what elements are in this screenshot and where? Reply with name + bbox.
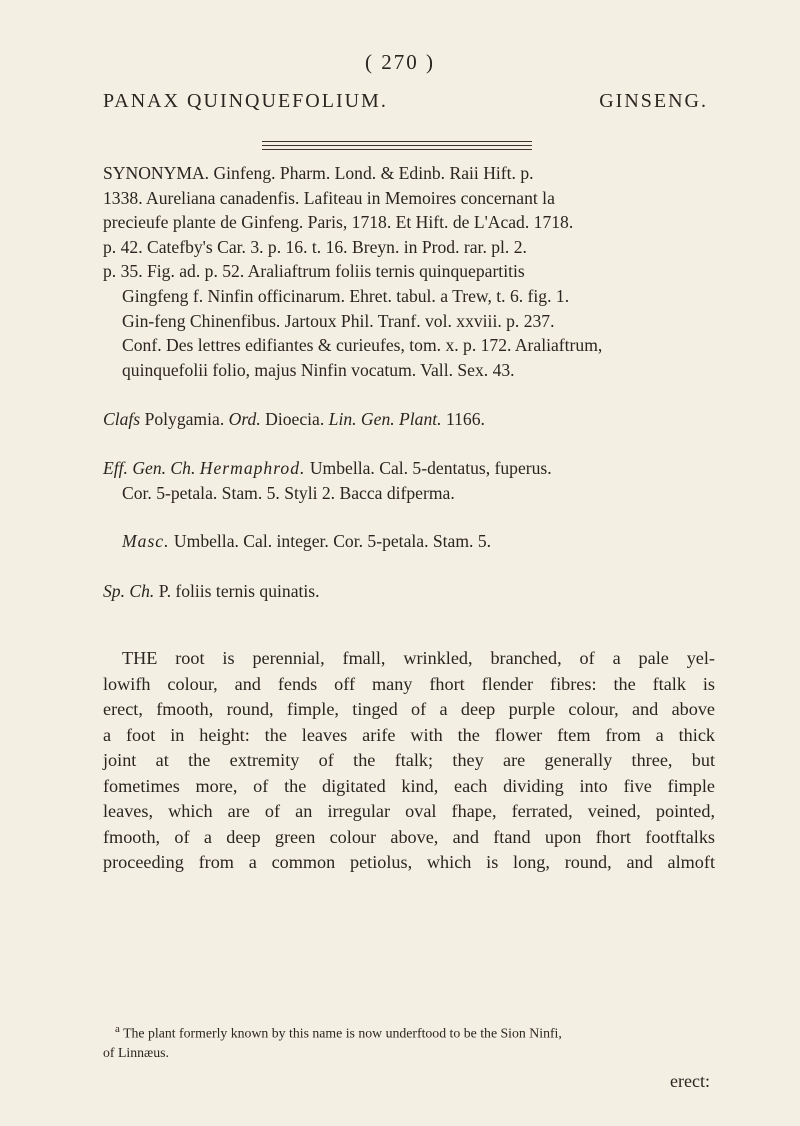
essential-character [103, 456, 715, 505]
masc-text: Umbella. Cal. integer. Cor. 5-petala. Stam. 5. [173, 531, 492, 551]
header-common-name: GINSENG. [599, 90, 708, 112]
synonyma-line: Gingfeng f. Ninfin officinarum. Ehret. tabul. a Trew, t. 6. fig. 1. [122, 285, 570, 306]
description-line: joint at the extremity of the ftalk; they are generally three, but [103, 750, 715, 770]
class-label: Clafs [103, 409, 141, 429]
essential-label: Eff. Gen. Ch. [103, 458, 196, 478]
ornamental-rule-middle [262, 145, 532, 146]
synonyma-line: precieufe plante de Ginfeng. Paris, 1718. Et Hift. de L'Acad. 1718. [103, 212, 574, 233]
description-line: leaves, which are of an irregular oval fhape, ferrated, veined, pointed, [103, 801, 715, 821]
specific-character [103, 579, 715, 604]
catchword: erect: [670, 1071, 710, 1091]
description-line: proceeding from a common petiolus, which is long, round, and almoft [103, 852, 715, 872]
synonyma-line: p. 35. Fig. ad. p. 52. Araliaftrum foliis ternis quinquepartitis [103, 261, 525, 282]
synonyma-line: quinquefolii folio, majus Ninfin vocatum. Vall. Sex. 43. [122, 359, 515, 380]
description-line: fometimes more, of the digitated kind, each dividing into five fimple [103, 775, 715, 796]
header-latin-name: PANAX QUINQUEFOLIUM. [103, 90, 388, 112]
essential-text: Umbella. Cal. 5-dentatus, fuperus. [309, 458, 552, 478]
description-line: lowifh colour, and fends off many fhort flender fibres: the ftalk is [103, 673, 715, 694]
footnote-text-continued: of Linnæus. [103, 1044, 169, 1060]
description-line: a foot in height: the leaves arife with the flower ftem from a thick [103, 724, 715, 745]
page-number: ( 270 ) [365, 50, 435, 74]
class-value: Polygamia. [144, 409, 225, 429]
male-character [103, 529, 715, 554]
linnaeus-label: Lin. Gen. Plant. [328, 409, 442, 429]
specific-label: Sp. Ch. [103, 581, 155, 601]
essential-text-continued: Cor. 5-petala. Stam. 5. Styli 2. Bacca difperma. [122, 482, 455, 503]
footnote-mark: a [115, 1023, 120, 1035]
footnote-text: The plant formerly known by this name is now underftood to be the Sion Ninfi, [123, 1025, 562, 1041]
synonyma-line: Conf. Des lettres edifiantes & curieufes, tom. x. p. 172. Araliaftrum, [122, 335, 603, 356]
synonyma-line: 1338. Aureliana canadenfis. Lafiteau in Memoires concernant la [103, 187, 555, 208]
synonyma-line: Gin-feng Chinenfibus. Jartoux Phil. Tranf. vol. xxviii. p. 237. [122, 310, 555, 331]
ornamental-rule-bottom [262, 149, 532, 150]
running-header [103, 90, 708, 113]
synonyma-line: SYNONYMA. Ginfeng. Pharm. Lond. & Edinb. Raii Hift. p. [103, 163, 534, 183]
description-line: THE root is perennial, fmall, wrinkled, branched, of a pale yel- [122, 648, 715, 668]
order-label: Ord. [228, 409, 261, 429]
ornamental-rule-top [262, 141, 532, 142]
hermaphrodite-label: Hermaphrod. [199, 458, 306, 478]
description-line: fmooth, of a deep green colour above, and ftand upon fhort footftalks [103, 826, 715, 847]
synonyma-line: p. 42. Catefby's Car. 3. p. 16. t. 16. Breyn. in Prod. rar. pl. 2. [103, 236, 527, 257]
footnote [103, 1020, 715, 1062]
linnaeus-value: 1166. [445, 409, 485, 429]
specific-text: P. foliis ternis quinatis. [158, 581, 320, 601]
order-value: Dioecia. [265, 409, 325, 429]
masc-label: Masc. [122, 531, 170, 551]
description-line: erect, fmooth, round, fimple, tinged of a deep purple colour, and above [103, 699, 715, 719]
description-paragraph [103, 646, 715, 876]
synonyma-block [103, 161, 715, 382]
classification-line [103, 407, 715, 432]
